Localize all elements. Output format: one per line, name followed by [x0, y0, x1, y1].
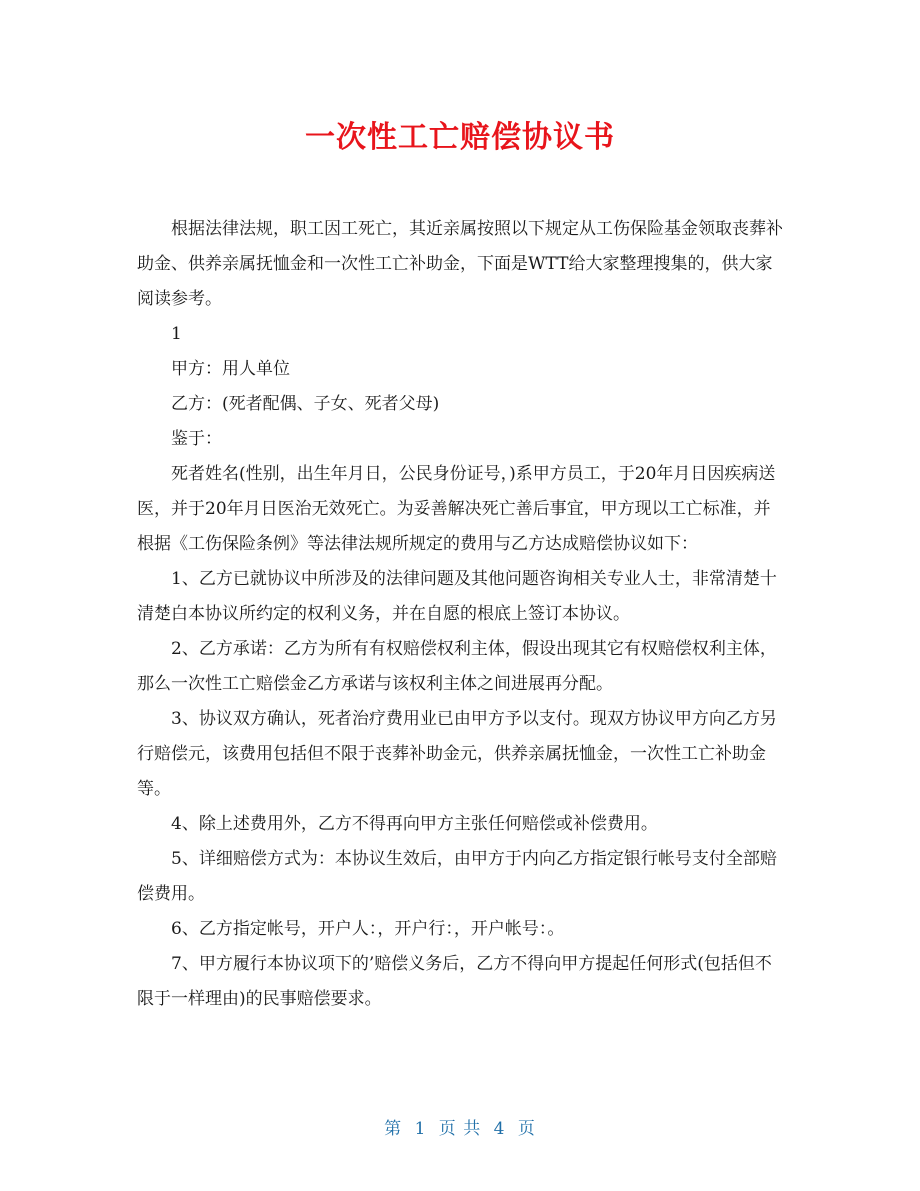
clause-3: 3、协议双方确认，死者治疗费用业已由甲方予以支付。现双方协议甲方向乙方另行赔偿元，该费用包括但不限于丧葬补助金元，供养亲属抚恤金，一次性工亡补助金等。	[137, 709, 777, 799]
clause-4: 4、除上述费用外，乙方不得再向甲方主张任何赔偿或补偿费用。	[171, 814, 658, 834]
party-a: 甲方：用人单位	[171, 359, 290, 379]
clause-5: 5、详细赔偿方式为：本协议生效后，由甲方于内向乙方指定银行帐号支付全部赔偿费用。	[137, 849, 777, 904]
clause-2: 2、乙方承诺：乙方为所有有权赔偿权利主体，假设出现其它有权赔偿权利主体，那么一次性工亡赔偿金乙方承诺与该权利主体之间进展再分配。	[137, 639, 777, 694]
party-b: 乙方：(死者配偶、子女、死者父母)	[171, 394, 440, 414]
section-number: 1	[171, 324, 182, 344]
clause-1: 1、乙方已就协议中所涉及的法律问题及其他问题咨询相关专业人士，非常清楚十清楚白本协议所约定的权利义务，并在自愿的根底上签订本协议。	[137, 569, 777, 624]
footer-suffix: 页	[517, 1119, 536, 1139]
intro-paragraph: 根据法律法规，职工因工死亡，其近亲属按照以下规定从工伤保险基金领取丧葬补助金、供养亲属抚恤金和一次性工亡补助金，下面是WTT给大家整理搜集的，供大家阅读参考。	[137, 219, 783, 309]
footer-prefix: 第	[384, 1119, 403, 1139]
footer-page-number: 1	[414, 1119, 427, 1139]
clause-6: 6、乙方指定帐号，开户人：，开户行：，开户帐号：。	[171, 919, 565, 939]
footer-total-pages: 4	[493, 1119, 506, 1139]
footer-middle: 页 共	[438, 1119, 482, 1139]
whereas-heading: 鉴于：	[171, 429, 222, 449]
document-title: 一次性工亡赔偿协议书	[305, 120, 615, 155]
page-footer	[0, 1114, 920, 1139]
clause-7: 7、甲方履行本协议项下的’赔偿义务后，乙方不得向甲方提起任何形式(包括但不限于一样理由)的民事赔偿要求。	[137, 954, 772, 1009]
background-paragraph: 死者姓名(性别，出生年月日，公民身份证号，)系甲方员工，于20年月日因疾病送医，并于20年月日医治无效死亡。为妥善解决死亡善后事宜，甲方现以工亡标准，并根据《工伤保险条例》等法律法规所规定的费用与乙方达成赔偿协议如下：	[137, 464, 776, 554]
document-body	[137, 212, 787, 1017]
